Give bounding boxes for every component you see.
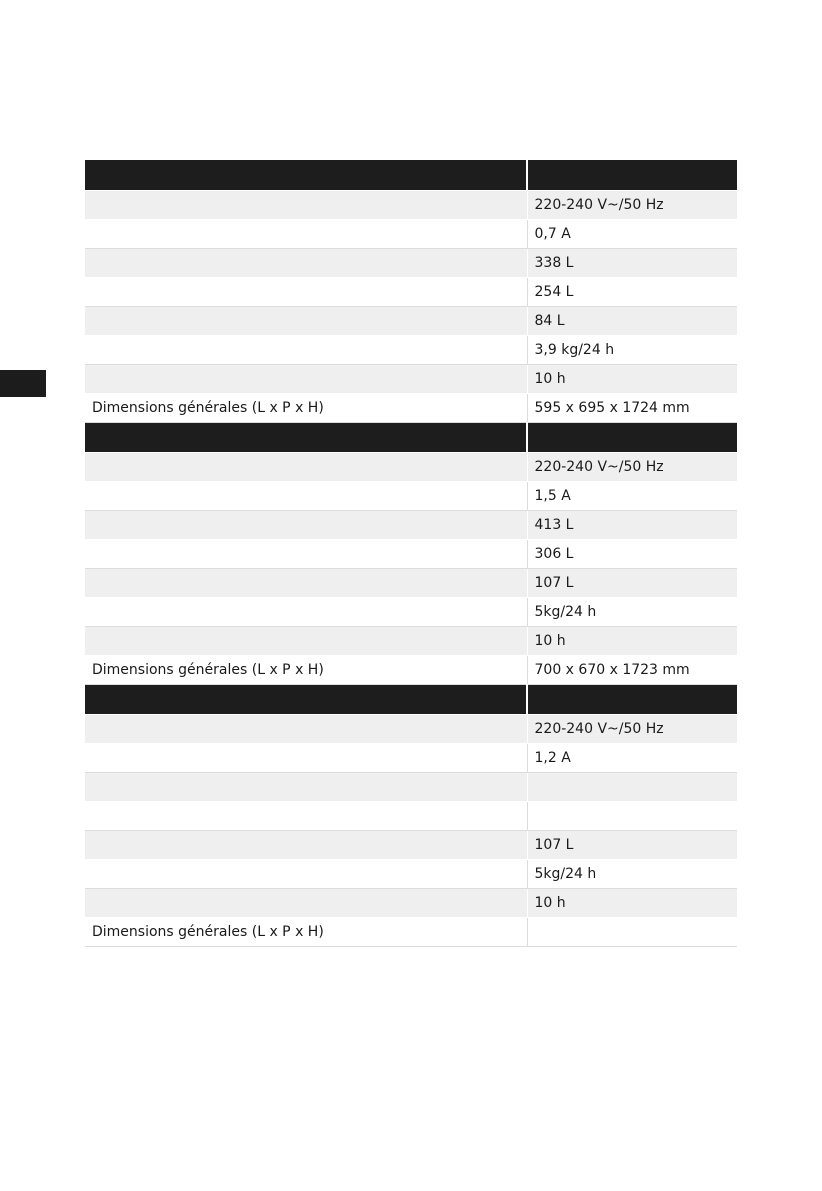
spec-label [85,539,527,568]
spec-value: 220-240 V~/50 Hz [527,190,737,219]
table-row [85,801,737,830]
table-row [85,743,737,772]
spec-value [527,801,737,830]
spec-value: 1,5 A [527,481,737,510]
spec-label [85,888,527,917]
spec-label [85,772,527,801]
spec-value: 0,7 A [527,219,737,248]
spec-value: 595 x 695 x 1724 mm [527,393,737,422]
spec-label [85,452,527,481]
spec-value: 107 L [527,568,737,597]
table-row [85,830,737,859]
header-cell-value [527,684,737,714]
table-row [85,568,737,597]
table-row [85,772,737,801]
spec-value: 5kg/24 h [527,859,737,888]
spec-label [85,859,527,888]
table-row [85,335,737,364]
spec-value: 10 h [527,626,737,655]
table-row [85,219,737,248]
spec-label [85,277,527,306]
table-row [85,714,737,743]
spec-label [85,364,527,393]
header-cell-label [85,160,527,190]
table-row [85,248,737,277]
spec-label: Dimensions générales (L x P x H) [85,655,527,684]
spec-label [85,830,527,859]
spec-label: Dimensions générales (L x P x H) [85,917,527,946]
table-row [85,510,737,539]
spec-value [527,772,737,801]
spec-label [85,248,527,277]
spec-label [85,481,527,510]
spec-label: Dimensions générales (L x P x H) [85,393,527,422]
spec-value: 220-240 V~/50 Hz [527,714,737,743]
table-row [85,306,737,335]
spec-label [85,626,527,655]
spec-table [85,160,737,947]
spec-value: 84 L [527,306,737,335]
table-row [85,597,737,626]
spec-value: 1,2 A [527,743,737,772]
table-header-row [85,684,737,714]
header-cell-label [85,684,527,714]
spec-label [85,510,527,539]
table-row [85,539,737,568]
spec-value: 107 L [527,830,737,859]
spec-value: 306 L [527,539,737,568]
spec-label [85,335,527,364]
spec-label [85,597,527,626]
table-row [85,190,737,219]
table-header-row [85,160,737,190]
table-row [85,655,737,684]
spec-label [85,306,527,335]
header-cell-label [85,422,527,452]
spec-value: 254 L [527,277,737,306]
spec-label [85,568,527,597]
spec-table-body [85,160,737,946]
spec-label [85,714,527,743]
table-row [85,481,737,510]
table-row [85,393,737,422]
spec-value: 338 L [527,248,737,277]
side-tab-marker [0,370,46,397]
table-row [85,888,737,917]
spec-value: 3,9 kg/24 h [527,335,737,364]
spec-label [85,801,527,830]
spec-value: 5kg/24 h [527,597,737,626]
spec-value: 10 h [527,364,737,393]
spec-label [85,190,527,219]
table-row [85,452,737,481]
table-row [85,364,737,393]
spec-label [85,743,527,772]
table-row [85,277,737,306]
spec-label [85,219,527,248]
table-row [85,626,737,655]
header-cell-value [527,160,737,190]
header-cell-value [527,422,737,452]
spec-value: 220-240 V~/50 Hz [527,452,737,481]
spec-value [527,917,737,946]
table-header-row [85,422,737,452]
spec-value: 413 L [527,510,737,539]
table-row [85,859,737,888]
spec-value: 10 h [527,888,737,917]
spec-value: 700 x 670 x 1723 mm [527,655,737,684]
table-row [85,917,737,946]
